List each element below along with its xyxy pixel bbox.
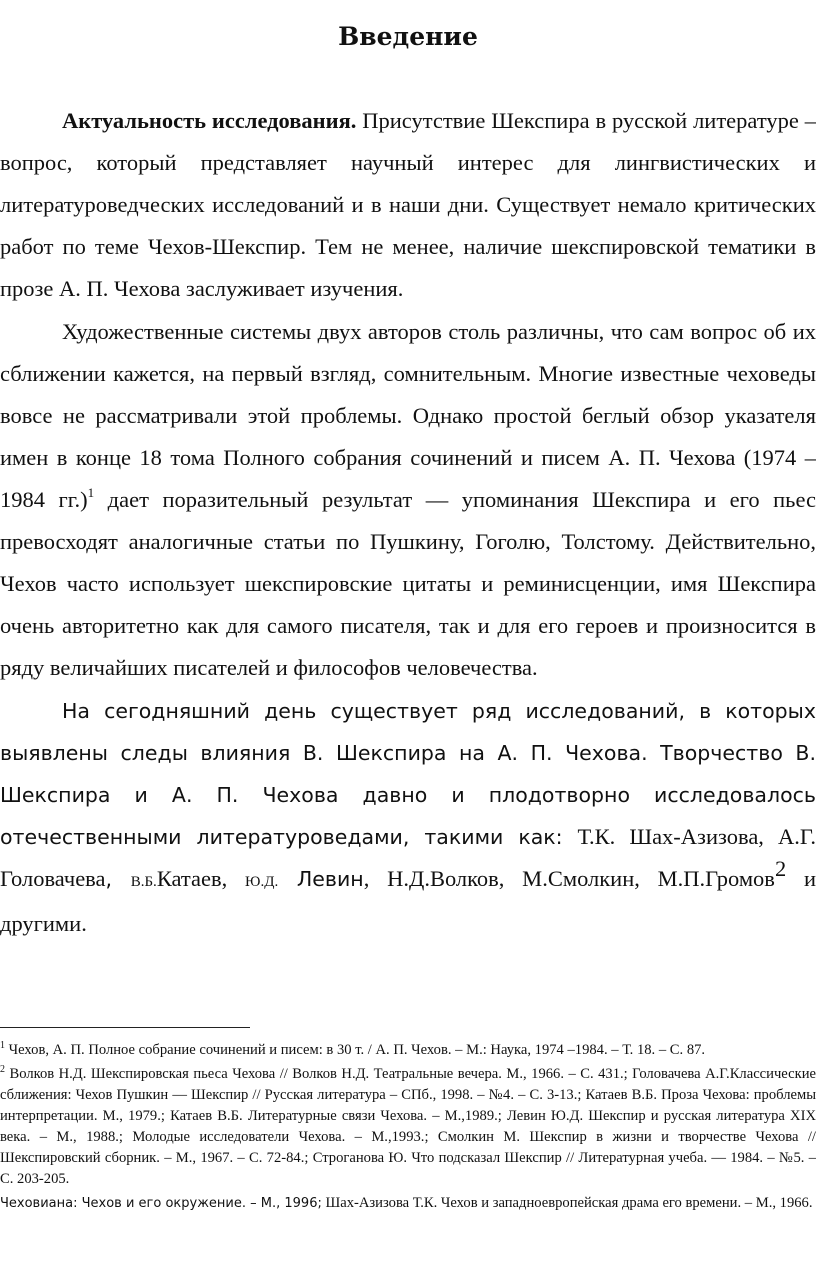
separator: , [105, 867, 131, 891]
paragraph-systems [0, 311, 816, 689]
initials: В.Б. [130, 874, 157, 890]
footnote-ref-1[interactable]: 1 [87, 485, 95, 500]
paragraph-text: дает поразительный результат — упоминания Шекспира и его пьес превосходят аналогичные статьи по Пушкину, Гоголю, Толстому. Действительно, Чехов часто использует шекспировские цитаты и реминисценции, имя Шекспира очень авторитетно как для самого писателя, так и для его героев и произносится в ряду величайших писателей и философов человечества. [0, 487, 816, 680]
footnote-text: Чехов, А. П. Полное собрание сочинений и писем: в 30 т. / А. П. Чехов. – М.: Наука, 1974 –1984. – Т. 18. – С. 87. [5, 1042, 706, 1058]
paragraph-text: Художественные системы двух авторов столь различны, что сам вопрос об их сближении кажется, на первый взгляд, сомнительным. Многие известные чеховеды вовсе не рассматривали этой проблемы. Однако простой беглый обзор указателя имен в конце 18 тома Полного собрания сочинений и писем А. П. Чехова (1974 – 1984 гг.) [0, 319, 816, 512]
footnote-mark: 2 [0, 1064, 5, 1075]
author-name: Левин [278, 867, 364, 891]
author-names: , Н.Д.Волков, М.Смолкин, М.П.Громов [363, 866, 775, 891]
paragraph-relevance [0, 100, 816, 310]
separator: , [221, 866, 246, 891]
footnote-ref-2[interactable]: 2 [774, 856, 787, 881]
relevance-heading: Актуальность исследования. [62, 108, 357, 133]
paragraph-text: На сегодняшний день существует ряд исследований, в которых выявлены следы влияния В. Шекспира на А. П. Чехова. Творчество В. Шекспира и А. П. Чехова давно и плодотворно исследовалось отечественными литературоведами, такими как: [0, 699, 816, 849]
page-title: Введение [338, 22, 478, 51]
footnote-text: Чеховиана: Чехов и его окружение. – М., 1996; [0, 1196, 322, 1211]
author-names: Т.К. Шах-Азизова, А.Г. Головачева [0, 824, 816, 891]
footnote-text: Волков Н.Д. Шекспировская пьеса Чехова // Волков Н.Д. Театральные вечера. М., 1966. – С. 431.; Головачева А.Г.Классические сближения: Чехов Пушкин — Шекспир // Русская литература – СПб., 1998. – №4. – С. 3-13.; Катаев В.Б. Проза Чехова: проблемы интерпретации. М., 1979.; Катаев В.Б. Литературные связи Чехова. – М.,1989.; Левин Ю.Д. Шекспир и русская литература XIX века. – М., 1988.; Молодые исследователи Чехова. – М.,1993.; Смолкин М. Шекспир в жизни и творчестве Чехова //Шекспировский сборник. – М., 1967. – С. 72-84.; Строганова Ю. Что подсказал Шекспир // Литературная учеба. — 1984. – №5. – С. 203-205. [0, 1066, 816, 1187]
body-text [0, 100, 816, 945]
paragraph-text: Присутствие Шекспира в русской литературе – вопрос, который представляет научный интерес для лингвистических и литературоведческих исследований и в наши дни. Существует немало критических работ по теме Чехов-Шекспир. Тем не менее, наличие шекспировской тематики в прозе А. П. Чехова заслуживает изучения. [0, 108, 816, 301]
initials: Ю.Д. [245, 874, 279, 890]
footnote-3 [0, 1193, 816, 1214]
paragraph-text: и другими. [0, 866, 816, 936]
paragraph-research [0, 690, 816, 945]
footnotes [0, 1040, 816, 1217]
footnote-1 [0, 1040, 816, 1061]
footnote-mark: 1 [0, 1040, 5, 1051]
footnote-2 [0, 1064, 816, 1190]
footnote-text: Шах-Азизова Т.К. Чехов и западноевропейская драма его времени. – М., 1966. [321, 1195, 813, 1211]
footnote-divider [0, 1027, 250, 1028]
author-name: Катаев [156, 866, 222, 891]
